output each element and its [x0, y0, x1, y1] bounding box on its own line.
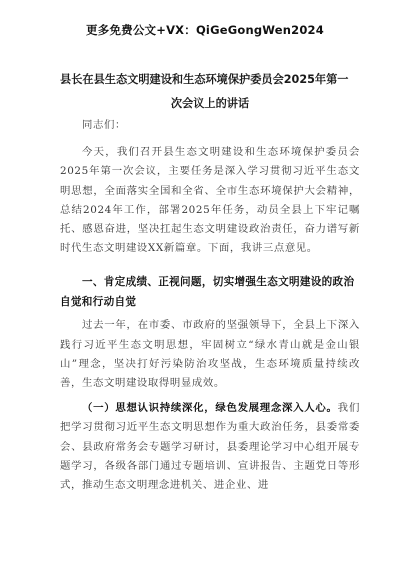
section-1-paragraph: 过去一年，在市委、市政府的坚强领导下，全县上下深入践行习近平生态文明思想，牢固树立“绿水青山就是金山银山”理念，坚决打好污染防治攻坚战，生态环境质量持续改善，生态文明建设取得明显成效。: [60, 319, 360, 390]
title-line-1: 县长在县生态文明建设和生态环境保护委员会2025年第一: [60, 73, 349, 86]
document-title: [60, 68, 360, 116]
subsection-1-paragraph: [60, 399, 360, 495]
section-1-heading: 一、肯定成绩、正视问题，切实增强生态文明建设的政治自觉和行动自觉: [60, 276, 355, 309]
subsection-1-heading: （一）思想认识持续深化，绿色发展理念深入人心。: [82, 402, 338, 415]
salutation: 同志们：: [82, 119, 126, 131]
promo-banner: 更多免费公文+VX：QiGeGongWen2024: [86, 23, 324, 37]
subsection-1-text: 我们把学习贯彻习近平生态文明思想作为重大政治任务，县委常委会、县政府常务会专题学习研讨，县委理论学习中心组开展专题学习，各级各部门通过专题培训、宣讲报告、主题党日等形式，推动生态文明理念进机关、进企业、进: [60, 402, 360, 492]
title-line-2: 次会议上的讲话: [170, 97, 250, 110]
document-body: [60, 116, 360, 495]
intro-paragraph: 今天，我们召开县生态文明建设和生态环境保护委员会2025年第一次会议，主要任务是深入学习贯彻习近平生态文明思想，全面落实全国和全省、全市生态环境保护大会精神，总结2024年工作，部署2025年任务，动员全县上下牢记嘱托、感恩奋进，坚决扛起生态文明建设政治责任，奋力谱写新时代生态文明建设XX新篇章。下面，我讲三点意见。: [60, 146, 360, 255]
